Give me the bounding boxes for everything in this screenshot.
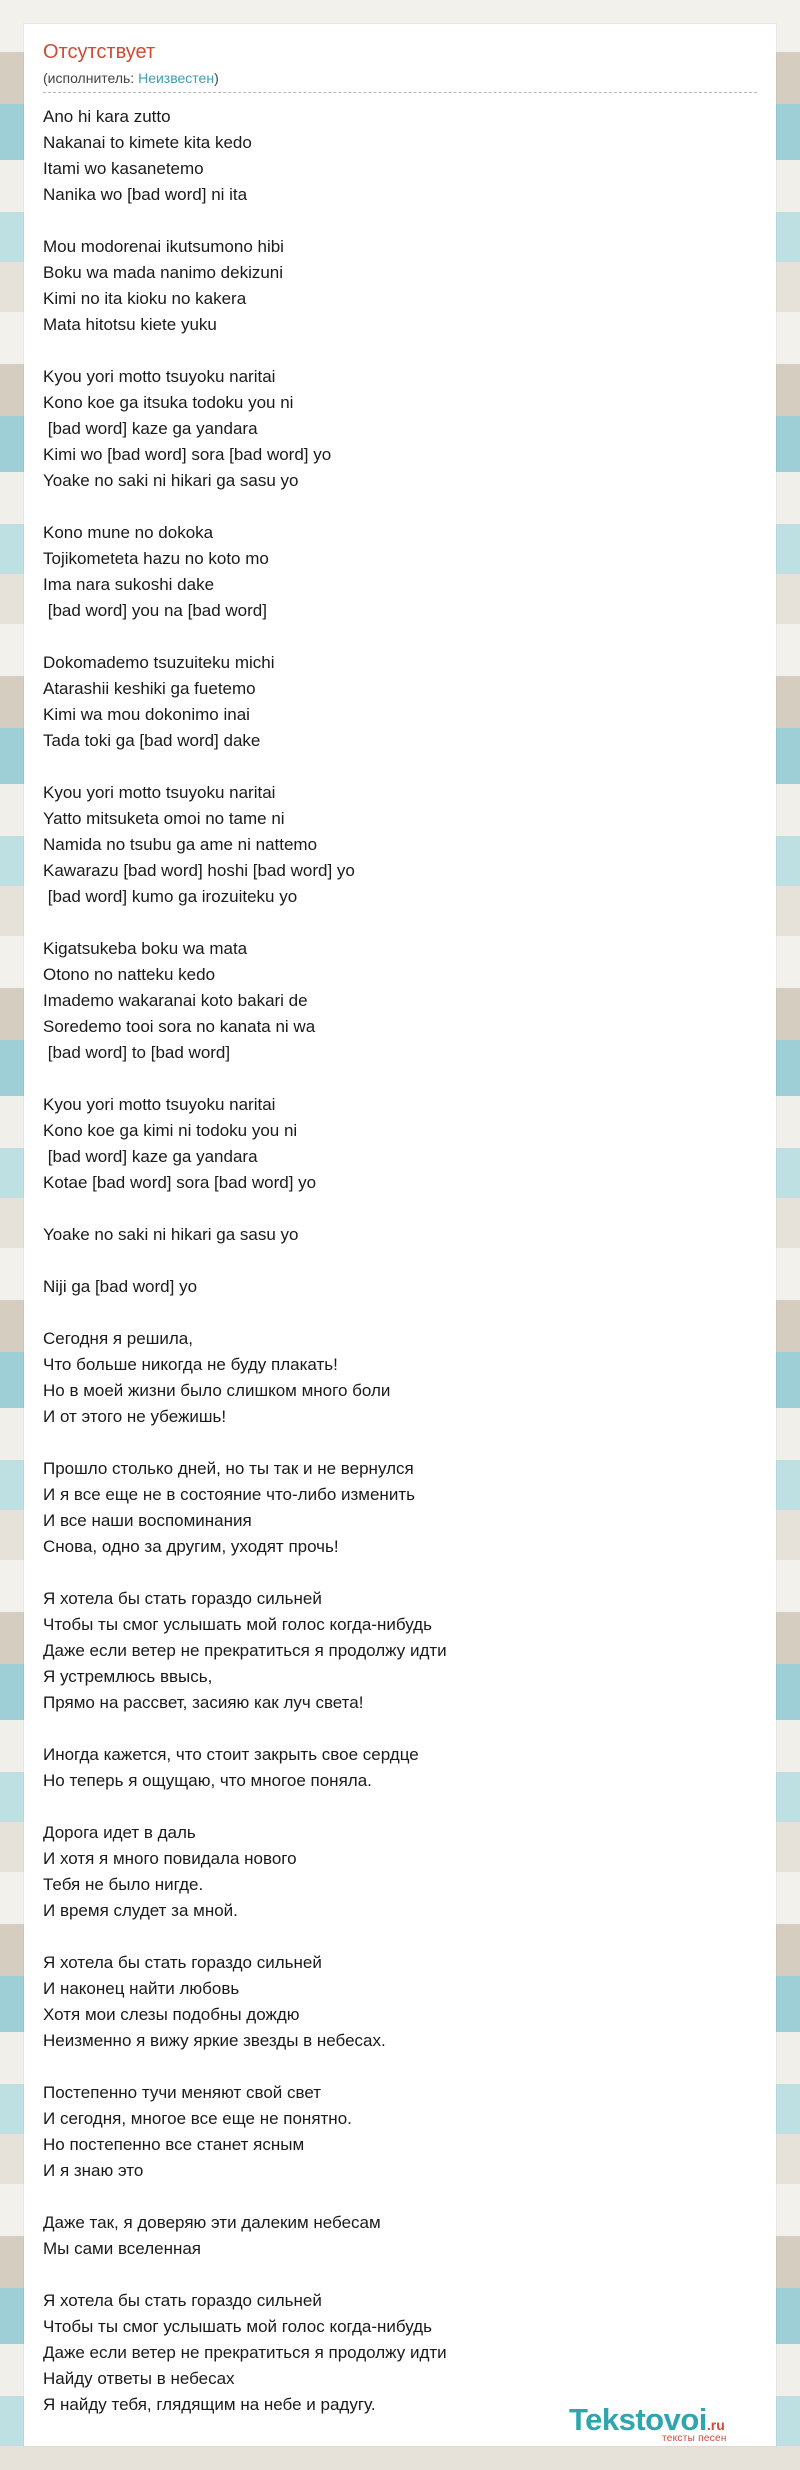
lyric-line: Kyou yori motto tsuyoku naritai bbox=[43, 783, 276, 802]
lyric-line: Atarashii keshiki ga fuetemo bbox=[43, 679, 256, 698]
logo-tld: .ru bbox=[706, 2417, 725, 2433]
lyric-line: [bad word] kaze ga yandara bbox=[43, 1147, 258, 1166]
stanza-gap bbox=[43, 2184, 763, 2210]
lyric-line: И я знаю это bbox=[43, 2161, 144, 2180]
lyric-line: И я все еще не в состояние что-либо изменить bbox=[43, 1485, 415, 1504]
lyric-line: Kono koe ga itsuka todoku you ni bbox=[43, 393, 294, 412]
lyric-line: Kyou yori motto tsuyoku naritai bbox=[43, 1095, 276, 1114]
lyric-line: Даже если ветер не прекратиться я продолжу идти bbox=[43, 2343, 447, 2362]
stanza-gap bbox=[43, 624, 763, 650]
lyric-line: И хотя я много повидала нового bbox=[43, 1849, 297, 1868]
lyric-line: Mata hitotsu kiete yuku bbox=[43, 315, 217, 334]
song-title: Отсутствует bbox=[43, 41, 156, 63]
lyric-line: Kimi no ita kioku no kakera bbox=[43, 289, 247, 308]
lyric-line: Даже так, я доверяю эти далеким небесам bbox=[43, 2213, 381, 2232]
stanza-gap bbox=[43, 1196, 763, 1222]
lyric-line: Тебя не было нигде. bbox=[43, 1875, 204, 1894]
lyric-line: Dokomademo tsuzuiteku michi bbox=[43, 653, 275, 672]
lyric-line: Неизменно я вижу яркие звезды в небесах. bbox=[43, 2031, 386, 2050]
stanza-gap bbox=[43, 754, 763, 780]
lyric-line: Imademo wakaranai koto bakari de bbox=[43, 991, 308, 1010]
header-divider bbox=[43, 92, 757, 93]
lyric-line: [bad word] to [bad word] bbox=[43, 1043, 231, 1062]
lyric-line: И от этого не убежишь! bbox=[43, 1407, 227, 1426]
lyric-line: Kigatsukeba boku wa mata bbox=[43, 939, 248, 958]
logo-name: Tekstovoi bbox=[569, 2402, 707, 2437]
lyric-line: Я хотела бы стать гораздо сильней bbox=[43, 1953, 322, 1972]
lyric-line: Kimi wo [bad word] sora [bad word] yo bbox=[43, 445, 332, 464]
lyric-line: Boku wa mada nanimo dekizuni bbox=[43, 263, 284, 282]
lyric-line: Kotae [bad word] sora [bad word] yo bbox=[43, 1173, 317, 1192]
lyric-line: Дорога идет в даль bbox=[43, 1823, 196, 1842]
lyric-line: Чтобы ты смог услышать мой голос когда-нибудь bbox=[43, 2317, 432, 2336]
artist-line bbox=[43, 69, 219, 87]
lyric-line: Мы сами вселенная bbox=[43, 2239, 202, 2258]
lyric-line: Я хотела бы стать гораздо сильней bbox=[43, 1589, 322, 1608]
lyric-line: Постепенно тучи меняют свой свет bbox=[43, 2083, 322, 2102]
stanza-gap bbox=[43, 2262, 763, 2288]
lyric-line: Kawarazu [bad word] hoshi [bad word] yo bbox=[43, 861, 355, 880]
lyrics-body bbox=[43, 104, 763, 2418]
site-logo[interactable] bbox=[569, 2404, 769, 2444]
lyric-line: Yoake no saki ni hikari ga sasu yo bbox=[43, 1225, 299, 1244]
stanza-gap bbox=[43, 1794, 763, 1820]
lyric-line: Nakanai to kimete kita kedo bbox=[43, 133, 252, 152]
lyric-line: Niji ga [bad word] yo bbox=[43, 1277, 198, 1296]
lyric-line: Я хотела бы стать гораздо сильней bbox=[43, 2291, 322, 2310]
stanza-gap bbox=[43, 1716, 763, 1742]
lyric-line: Найду ответы в небесах bbox=[43, 2369, 235, 2388]
lyric-line: Я устремлюсь ввысь, bbox=[43, 1667, 213, 1686]
lyric-line: Снова, одно за другим, уходят прочь! bbox=[43, 1537, 339, 1556]
lyric-line: Kimi wa mou dokonimo inai bbox=[43, 705, 250, 724]
lyric-line: Kono koe ga kimi ni todoku you ni bbox=[43, 1121, 298, 1140]
lyric-line: Namida no tsubu ga ame ni nattemo bbox=[43, 835, 318, 854]
lyric-line: Tada toki ga [bad word] dake bbox=[43, 731, 261, 750]
logo-tagline: тексты песен bbox=[662, 2433, 727, 2444]
lyric-line: Mou modorenai ikutsumono hibi bbox=[43, 237, 284, 256]
stanza-gap bbox=[43, 2054, 763, 2080]
stanza-gap bbox=[43, 1560, 763, 1586]
stanza-gap bbox=[43, 1066, 763, 1092]
lyric-line: Otono no natteku kedo bbox=[43, 965, 216, 984]
stanza-gap bbox=[43, 1430, 763, 1456]
lyric-line: Иногда кажется, что стоит закрыть свое сердце bbox=[43, 1745, 419, 1764]
lyric-line: Хотя мои слезы подобны дождю bbox=[43, 2005, 300, 2024]
lyric-line: Сегодня я решила, bbox=[43, 1329, 193, 1348]
lyric-line: И время слудет за мной. bbox=[43, 1901, 238, 1920]
lyric-line: Чтобы ты смог услышать мой голос когда-нибудь bbox=[43, 1615, 432, 1634]
lyric-line: [bad word] you na [bad word] bbox=[43, 601, 267, 620]
stanza-gap bbox=[43, 1924, 763, 1950]
lyric-line: Но в моей жизни было слишком много боли bbox=[43, 1381, 391, 1400]
lyric-line: Kono mune no dokoka bbox=[43, 523, 214, 542]
lyric-line: [bad word] kaze ga yandara bbox=[43, 419, 258, 438]
lyric-line: Я найду тебя, глядящим на небе и радугу. bbox=[43, 2395, 376, 2414]
stanza-gap bbox=[43, 208, 763, 234]
lyric-line: Kyou yori motto tsuyoku naritai bbox=[43, 367, 276, 386]
lyric-line: Что больше никогда не буду плакать! bbox=[43, 1355, 338, 1374]
lyric-line: Soredemo tooi sora no kanata ni wa bbox=[43, 1017, 316, 1036]
stanza-gap bbox=[43, 338, 763, 364]
lyric-line: Но теперь я ощущаю, что многое поняла. bbox=[43, 1771, 372, 1790]
lyric-line: Ima nara sukoshi dake bbox=[43, 575, 215, 594]
lyric-line: Прошло столько дней, но ты так и не вернулся bbox=[43, 1459, 414, 1478]
lyric-line: [bad word] kumo ga irozuiteku yo bbox=[43, 887, 298, 906]
lyrics-card bbox=[24, 24, 776, 2446]
lyric-line: И сегодня, многое все еще не понятно. bbox=[43, 2109, 352, 2128]
lyric-line: И наконец найти любовь bbox=[43, 1979, 240, 1998]
artist-link[interactable]: Неизвестен bbox=[138, 70, 215, 86]
lyric-line: Tojikometeta hazu no koto mo bbox=[43, 549, 269, 568]
lyric-line: Yoake no saki ni hikari ga sasu yo bbox=[43, 471, 299, 490]
stanza-gap bbox=[43, 910, 763, 936]
artist-prefix: (исполнитель: bbox=[43, 70, 139, 86]
artist-suffix: ) bbox=[214, 70, 219, 86]
lyric-line: Nanika wo [bad word] ni ita bbox=[43, 185, 248, 204]
stanza-gap bbox=[43, 494, 763, 520]
stanza-gap bbox=[43, 1248, 763, 1274]
lyric-line: Ano hi kara zutto bbox=[43, 107, 171, 126]
lyric-line: Прямо на рассвет, засияю как луч света! bbox=[43, 1693, 364, 1712]
lyric-line: И все наши воспоминания bbox=[43, 1511, 252, 1530]
lyric-line: Yatto mitsuketa omoi no tame ni bbox=[43, 809, 285, 828]
stanza-gap bbox=[43, 1300, 763, 1326]
lyric-line: Даже если ветер не прекратиться я продолжу идти bbox=[43, 1641, 447, 1660]
lyric-line: Но постепенно все станет ясным bbox=[43, 2135, 305, 2154]
lyric-line: Itami wo kasanetemo bbox=[43, 159, 204, 178]
